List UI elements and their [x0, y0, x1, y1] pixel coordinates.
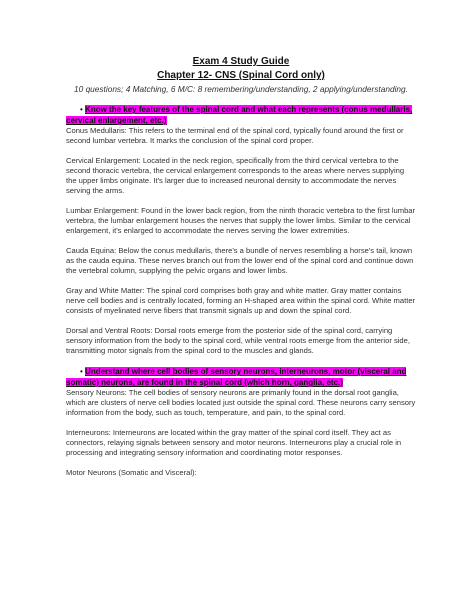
dorsal-ventral-roots-paragraph: Dorsal and Ventral Roots: Dorsal roots emerge from the posterior side of the spinal cord, carrying sensory information from the body to the spinal cord, while ventral roots emerge from the anterior side, transmitting motor signals from the spinal cord to the muscles and glands. [66, 326, 410, 355]
sensory-neurons-paragraph: Sensory Neurons: The cell bodies of sensory neurons are primarily found in the dorsal root ganglia, which are clusters of nerve cell bodies located just outside the spinal cord. These neurons carry sensory information from the body, such as touch, temperature, and pain, to the spinal cord. [66, 388, 416, 417]
document-content [66, 55, 416, 478]
section1-heading-row [66, 104, 416, 126]
bullet-icon: • [80, 105, 83, 114]
motor-neurons-paragraph: Motor Neurons (Somatic and Visceral): [66, 468, 197, 477]
chapter-subtitle: Chapter 12- CNS (Spinal Cord only) [157, 70, 325, 81]
conus-medullaris-paragraph: Conus Medullaris: This refers to the terminal end of the spinal cord, typically found around the first or second lumbar vertebra. It marks the conclusion of the spinal cord proper. [66, 126, 404, 145]
section2-heading-row [66, 366, 416, 388]
section1-heading: Know the key features of the spinal cord and what each represents (conus medullaris, cervical enlargement, etc.) [66, 105, 413, 125]
gray-white-matter-paragraph: Gray and White Matter: The spinal cord comprises both gray and white matter. Gray matter contains nerve cell bodies and is centrally located, forming an H-shaped area within the spinal cord. White matter consists of myelinated nerve fibers that transmit signals up and down the spinal cord. [66, 286, 416, 315]
interneurons-paragraph: Interneurons: Interneurons are located within the gray matter of the spinal cord itself. They act as connectors, relaying signals between sensory and motor neurons. Interneurons play a crucial role in processing and integrating sensory information and coordinating motor responses. [66, 428, 402, 457]
cauda-equina-paragraph: Cauda Equina: Below the conus medullaris, there's a bundle of nerves resembling a horse's tail, known as the cauda equina. These nerves branch out from the lower end of the spinal cord and continue down the vertebral column, supplying the pelvic organs and lower limbs. [66, 246, 414, 275]
lumbar-enlargement-paragraph: Lumbar Enlargement: Found in the lower back region, from the ninth thoracic vertebra to the first lumbar vertebra, the lumbar enlargement houses the nerves that supply the lower limbs. Similar to the cervical enlargement, it's enlarged to accommodate the nerves serving the lower extremities. [66, 206, 416, 235]
question-summary: 10 questions; 4 Matching, 6 M/C: 8 remembering/understanding, 2 applying/understanding. [74, 84, 408, 94]
section2-heading: Understand where cell bodies of sensory neurons, interneurons, motor (visceral and somatic) neurons, are found in the spinal cord (which horn, ganglia, etc.) [66, 367, 407, 387]
document-title: Exam 4 Study Guide [192, 56, 290, 67]
bullet-icon: • [80, 367, 83, 376]
cervical-enlargement-paragraph: Cervical Enlargement: Located in the neck region, specifically from the third cervical vertebra to the second thoracic vertebra, the cervical enlargement corresponds to the areas where nerves supplying the upper limbs originate. It's larger due to increased neuronal density to accommodate the nerves serving the arms. [66, 156, 405, 195]
